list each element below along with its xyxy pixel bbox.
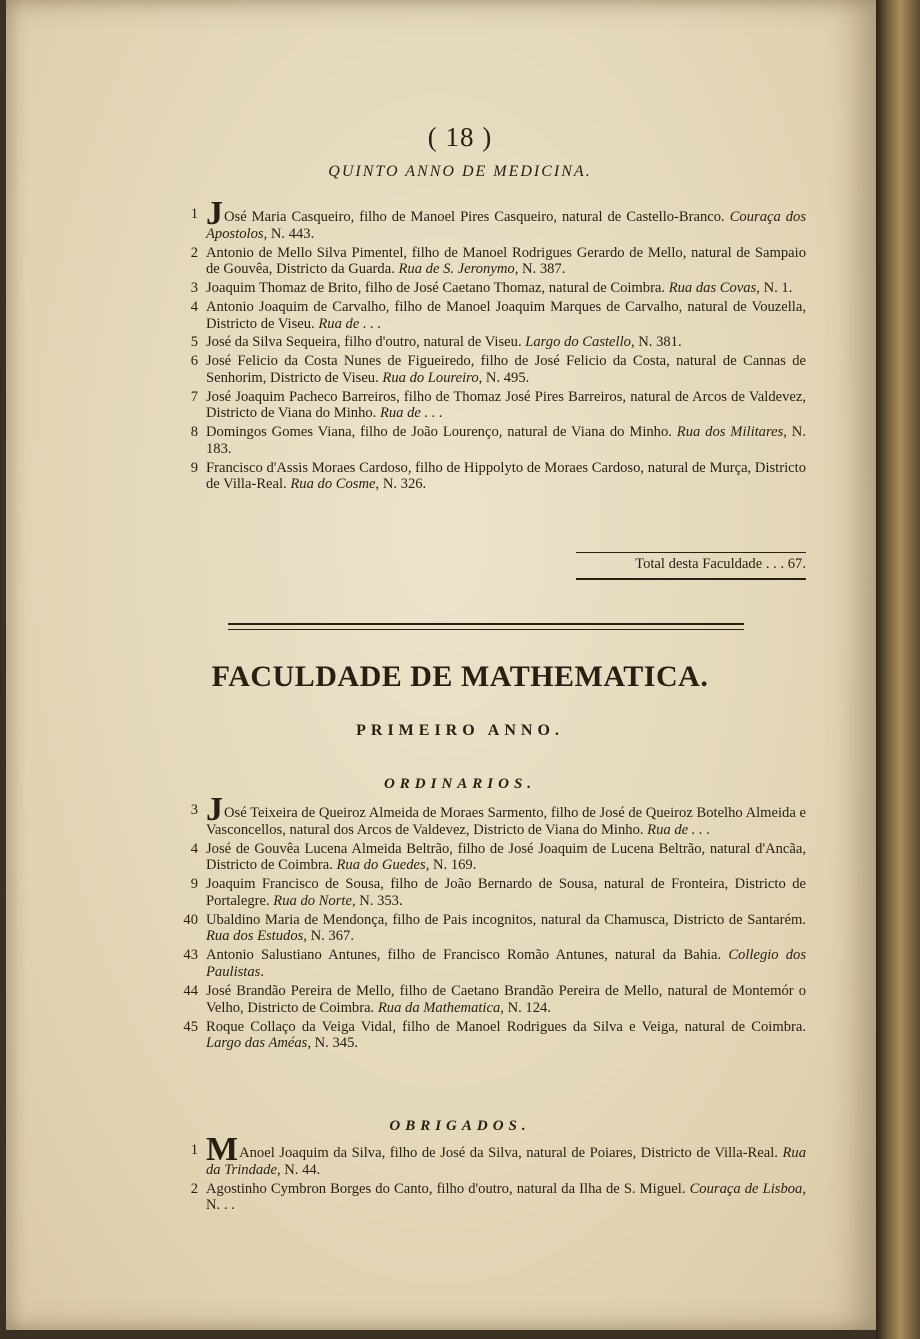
list-entry xyxy=(178,353,806,386)
list-entry xyxy=(178,947,806,980)
list-entry xyxy=(178,876,806,909)
entry-street: Rua de . . . xyxy=(379,405,443,422)
entry-number: 43 xyxy=(183,947,198,964)
entry-text: Osé Maria Casqueiro, filho de Manoel Pires Casqueiro, natural de Castello-Branco. xyxy=(224,209,730,225)
entry-text: José de Gouvêa Lucena Almeida Beltrão, filho de José Joaquim de Lucena Beltrão, natural d'Ancãa, Districto de Coimbra. xyxy=(206,840,806,874)
entry-street: Rua de . . . xyxy=(318,315,382,332)
entry-text: Antonio Joaquim de Carvalho, filho de Manoel Joaquim Marques de Carvalho, natural de Vouzella, Districto de Viseu. xyxy=(206,298,806,332)
entry-number: 4 xyxy=(190,298,198,315)
entry-house-number: , N. 326. xyxy=(375,476,427,493)
entry-house-number: , N. 443. xyxy=(263,225,315,242)
entry-house-number: , N. 387. xyxy=(514,261,566,278)
medicina-entry-list xyxy=(178,195,807,495)
entry-house-number: , N. 44. xyxy=(276,1161,321,1178)
entry-house-number: , N. 367. xyxy=(303,928,354,945)
entry-number: 8 xyxy=(190,424,198,441)
entry-house-number: , N. 169. xyxy=(425,857,477,874)
entry-number: 9 xyxy=(190,876,198,893)
entry-text: Osé Teixeira de Queiroz Almeida de Moraes Sarmento, filho de José de Queiroz Botelho Almeida e Vasconcellos, natural dos Arcos de Valdevez, Districto de Viana do Minho. xyxy=(206,805,806,838)
entry-street: Rua da Trindade xyxy=(206,1145,806,1178)
entry-house-number: , N. 495. xyxy=(478,369,530,386)
list-entry xyxy=(178,912,806,945)
entry-street: Rua do Norte xyxy=(273,892,352,909)
entry-number: 4 xyxy=(190,840,198,857)
ordinarios-title: ORDINARIOS. xyxy=(383,776,537,792)
list-entry xyxy=(178,245,806,278)
entry-number: 45 xyxy=(183,1018,198,1035)
entry-number: 3 xyxy=(190,280,198,296)
faculty-title: FACULDADE DE MATHEMATICA. xyxy=(211,660,709,693)
entry-street: Rua da Mathematica xyxy=(377,999,501,1016)
entry-house-number: . xyxy=(260,964,264,981)
entry-street: Rua do Guedes xyxy=(336,857,426,874)
entry-text: Domingos Gomes Viana, filho de João Lourenço, natural de Viana do Minho. xyxy=(206,424,677,441)
entry-house-number: , N. 1. xyxy=(756,280,793,296)
entry-text: Roque Collaço da Veiga Vidal, filho de Manoel Rodrigues da Silva e Veiga, natural de Coimbra. xyxy=(206,1018,806,1035)
list-entry xyxy=(178,1131,806,1178)
list-entry xyxy=(178,424,806,457)
list-entry xyxy=(178,1019,806,1052)
drop-cap: J xyxy=(206,791,223,828)
entry-number: 5 xyxy=(190,334,198,351)
list-entry xyxy=(178,334,806,351)
obrigados-title: OBRIGADOS. xyxy=(389,1118,531,1134)
entry-street: Rua de S. Jeronymo xyxy=(398,261,515,278)
list-entry xyxy=(178,1181,806,1214)
page-number: ( 18 ) xyxy=(427,122,493,152)
entry-number: 44 xyxy=(183,982,198,999)
entry-text: Antonio Salustiano Antunes, filho de Francisco Romão Antunes, natural da Bahia. xyxy=(206,947,729,964)
entry-house-number: , N. 345. xyxy=(307,1035,359,1052)
entry-house-number: , N. 183. xyxy=(206,424,806,457)
entry-text: Agostinho Cymbron Borges do Canto, filho d'outro, natural da Ilha de S. Miguel. xyxy=(206,1180,690,1197)
entry-street: Couraça dos Apostolos xyxy=(206,209,807,242)
entry-street: Couraça de Lisboa xyxy=(689,1180,803,1197)
entry-street: Collegio dos Paulistas xyxy=(206,947,807,981)
entry-street: Rua dos Militares xyxy=(676,424,784,441)
entry-street: Rua do Loureiro xyxy=(382,369,479,386)
entry-text: José da Silva Sequeira, filho d'outro, natural de Viseu. xyxy=(206,334,526,351)
entry-text: José Felicio da Costa Nunes de Figueiredo, filho de José Felicio da Costa, natural de Cannas de Senhorim, Districto de Viseu. xyxy=(206,353,806,386)
list-entry xyxy=(178,791,806,838)
entry-street: Rua do Cosme xyxy=(290,476,376,493)
entry-text: Ubaldino Maria de Mendonça, filho de Pais incognitos, natural da Chamusca, Districto de Santarém. xyxy=(206,911,806,928)
entry-text: Joaquim Thomaz de Brito, filho de José Caetano Thomaz, natural de Coimbra. xyxy=(206,280,669,296)
entry-house-number: , N. . . xyxy=(206,1180,807,1214)
entry-street: Rua das Covas xyxy=(668,280,757,296)
entry-text: Anoel Joaquim da Silva, filho de José da Silva, natural de Poiares, Districto de Villa-Real. xyxy=(239,1145,783,1161)
total-rule xyxy=(576,578,806,580)
list-entry xyxy=(178,389,806,422)
drop-cap: M xyxy=(206,1131,239,1168)
entry-number: 2 xyxy=(190,1180,198,1197)
obrigados-entry-list xyxy=(178,1131,807,1216)
list-entry xyxy=(178,280,806,297)
entry-number: 6 xyxy=(190,353,198,370)
entry-street: Rua dos Estudos xyxy=(206,928,304,945)
total-line: Total desta Faculdade . . . 67. xyxy=(576,552,806,573)
entry-number: 7 xyxy=(190,388,198,405)
entry-text: José Brandão Pereira de Mello, filho de Caetano Brandão Pereira de Mello, natural de Montemór o Velho, Districto de Coimbra. xyxy=(206,982,806,1016)
section-divider xyxy=(228,623,744,630)
entry-number: 1 xyxy=(190,206,198,222)
entry-number: 40 xyxy=(183,911,198,928)
ordinarios-entry-list xyxy=(178,791,807,1054)
list-entry xyxy=(178,841,806,874)
entry-house-number: , N. 353. xyxy=(351,892,403,909)
list-entry xyxy=(178,299,806,332)
list-entry xyxy=(178,460,806,493)
entry-number: 2 xyxy=(190,244,198,261)
entry-street: Rua de . . . xyxy=(647,821,710,838)
entry-street: Largo do Castello xyxy=(525,334,631,351)
entry-text: Antonio de Mello Silva Pimentel, filho de Manoel Rodrigues Gerardo de Mello, natural de Sampaio de Gouvêa, Districto da Guarda. xyxy=(206,244,806,278)
entry-number: 9 xyxy=(190,459,198,476)
entry-number: 1 xyxy=(190,1142,198,1158)
year-title: PRIMEIRO ANNO. xyxy=(356,722,564,739)
list-entry xyxy=(178,195,807,242)
entry-house-number: , N. 381. xyxy=(630,334,682,351)
drop-cap: J xyxy=(206,195,223,232)
entry-street: Largo das Améas xyxy=(206,1035,308,1052)
entry-text: Francisco d'Assis Moraes Cardoso, filho de Hippolyto de Moraes Cardoso, natural de Murça, Districto de Villa-Real. xyxy=(206,459,806,493)
list-entry xyxy=(178,983,806,1016)
section-title-medicina: QUINTO ANNO DE MEDICINA. xyxy=(328,163,592,180)
entry-number: 3 xyxy=(190,802,198,818)
entry-text: José Joaquim Pacheco Barreiros, filho de Thomaz José Pires Barreiros, natural de Arcos de Valdevez, Districto de Viana do Minho. xyxy=(206,388,806,422)
entry-house-number: , N. 124. xyxy=(500,999,551,1016)
entry-text: Joaquim Francisco de Sousa, filho de João Bernardo de Sousa, natural de Fronteira, Districto de Portalegre. xyxy=(206,876,806,909)
